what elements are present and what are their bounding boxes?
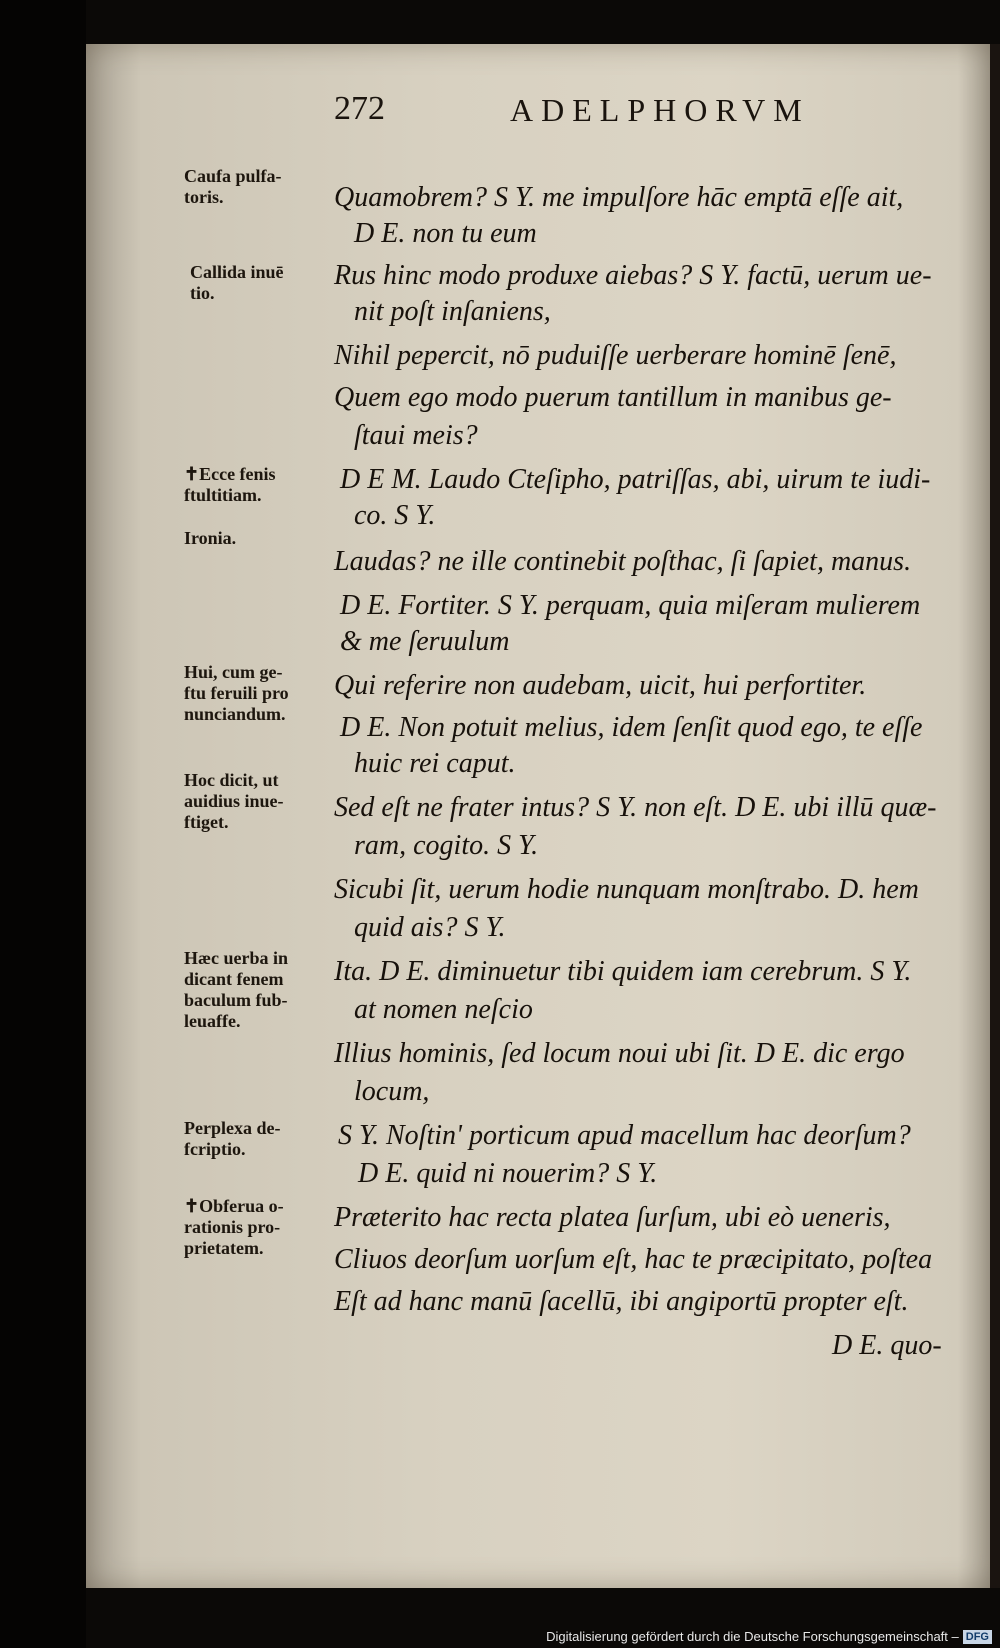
digitization-credit <box>546 1629 992 1644</box>
dfg-logo: DFG <box>963 1630 992 1644</box>
text-line: Quamobrem? S Y. me impulſore hāc emptā eſſe ait, <box>334 182 904 213</box>
text-line: co. S Y. <box>354 500 436 531</box>
margin-note: Ironia. <box>184 528 237 548</box>
text-line: Illius hominis, ſed locum noui ubi ſit. D E. dic ergo <box>334 1038 905 1069</box>
text-line: Rus hinc modo produxe aiebas? S Y. factū, uerum ue‑ <box>334 260 932 291</box>
margin-note: Callida inuē tio. <box>190 262 284 303</box>
margin-note: Hui, cum ge‑ ftu feruili pro nunciandum. <box>184 662 289 724</box>
text-line: Sed eſt ne frater intus? S Y. non eſt. D E. ubi illū quæ‑ <box>334 792 937 823</box>
scan-background <box>0 0 86 1648</box>
text-line: D E. Fortiter. S Y. perquam, quia miſeram mulierem <box>340 590 921 621</box>
text-line: D E. Non potuit melius, idem ſenſit quod ego, te eſſe <box>340 712 923 743</box>
text-line: Qui referire non audebam, uicit, hui perfortiter. <box>334 670 867 701</box>
text-line: nit poſt inſaniens, <box>354 296 551 327</box>
margin-note: ✝Obferua o‑ rationis pro‑ prietatem. <box>184 1196 284 1258</box>
text-line: Cliuos deorſum uorſum eſt, hac te præcipitato, poſtea <box>334 1244 933 1275</box>
margin-note: Hoc dicit, ut auidius inue‑ ftiget. <box>184 770 284 832</box>
text-line: Laudas? ne ille continebit poſthac, ſi ſapiet, manus. <box>334 546 912 577</box>
text-line: D E. quid ni nouerim? S Y. <box>358 1158 658 1189</box>
running-title: ADELPHORVM <box>510 92 810 128</box>
text-line: ſtaui meis? <box>354 420 478 451</box>
text-line: D E. non tu eum <box>354 218 537 249</box>
text-line: Præterito hac recta platea ſurſum, ubi eò ueneris, <box>334 1202 891 1233</box>
credit-text: Digitalisierung gefördert durch die Deutsche Forschungsgemeinschaft – <box>546 1629 959 1644</box>
text-line: Sicubi ſit, uerum hodie nunquam monſtrabo. D. hem <box>334 874 919 905</box>
margin-note: Hæc uerba in dicant fenem baculum fub‑ leuaffe. <box>184 948 289 1031</box>
text-line: Nihil pepercit, nō puduiſſe uerberare hominē ſenē, <box>334 340 897 371</box>
page-header <box>250 90 890 130</box>
text-line: at nomen neſcio <box>354 994 533 1025</box>
text-line: Eſt ad hanc manū ſacellū, ibi angiportū propter eſt. <box>334 1286 909 1317</box>
text-line: quid ais? S Y. <box>354 912 506 943</box>
margin-note: Caufa pulfa‑ toris. <box>184 166 282 207</box>
text-line: Ita. D E. diminuetur tibi quidem iam cerebrum. S Y. <box>334 956 912 987</box>
text-line: huic rei caput. <box>354 748 516 779</box>
page-number: 272 <box>334 90 385 127</box>
text-line: Quem ego modo puerum tantillum in manibus ge‑ <box>334 382 892 413</box>
text-line: ram, cogito. S Y. <box>354 830 539 861</box>
book-spine <box>990 44 1000 1588</box>
text-line: D E M. Laudo Cteſipho, patriſſas, abi, uirum te iudi‑ <box>340 464 931 495</box>
catchword: D E. quo‑ <box>832 1330 942 1361</box>
text-line: S Y. Noſtin' porticum apud macellum hac deorſum? <box>338 1120 911 1151</box>
margin-note: ✝Ecce fenis ftultitiam. <box>184 464 276 505</box>
text-line: locum, <box>354 1076 430 1107</box>
margin-note: Perplexa de‑ fcriptio. <box>184 1118 281 1159</box>
text-line: & me ſeruulum <box>340 626 510 657</box>
